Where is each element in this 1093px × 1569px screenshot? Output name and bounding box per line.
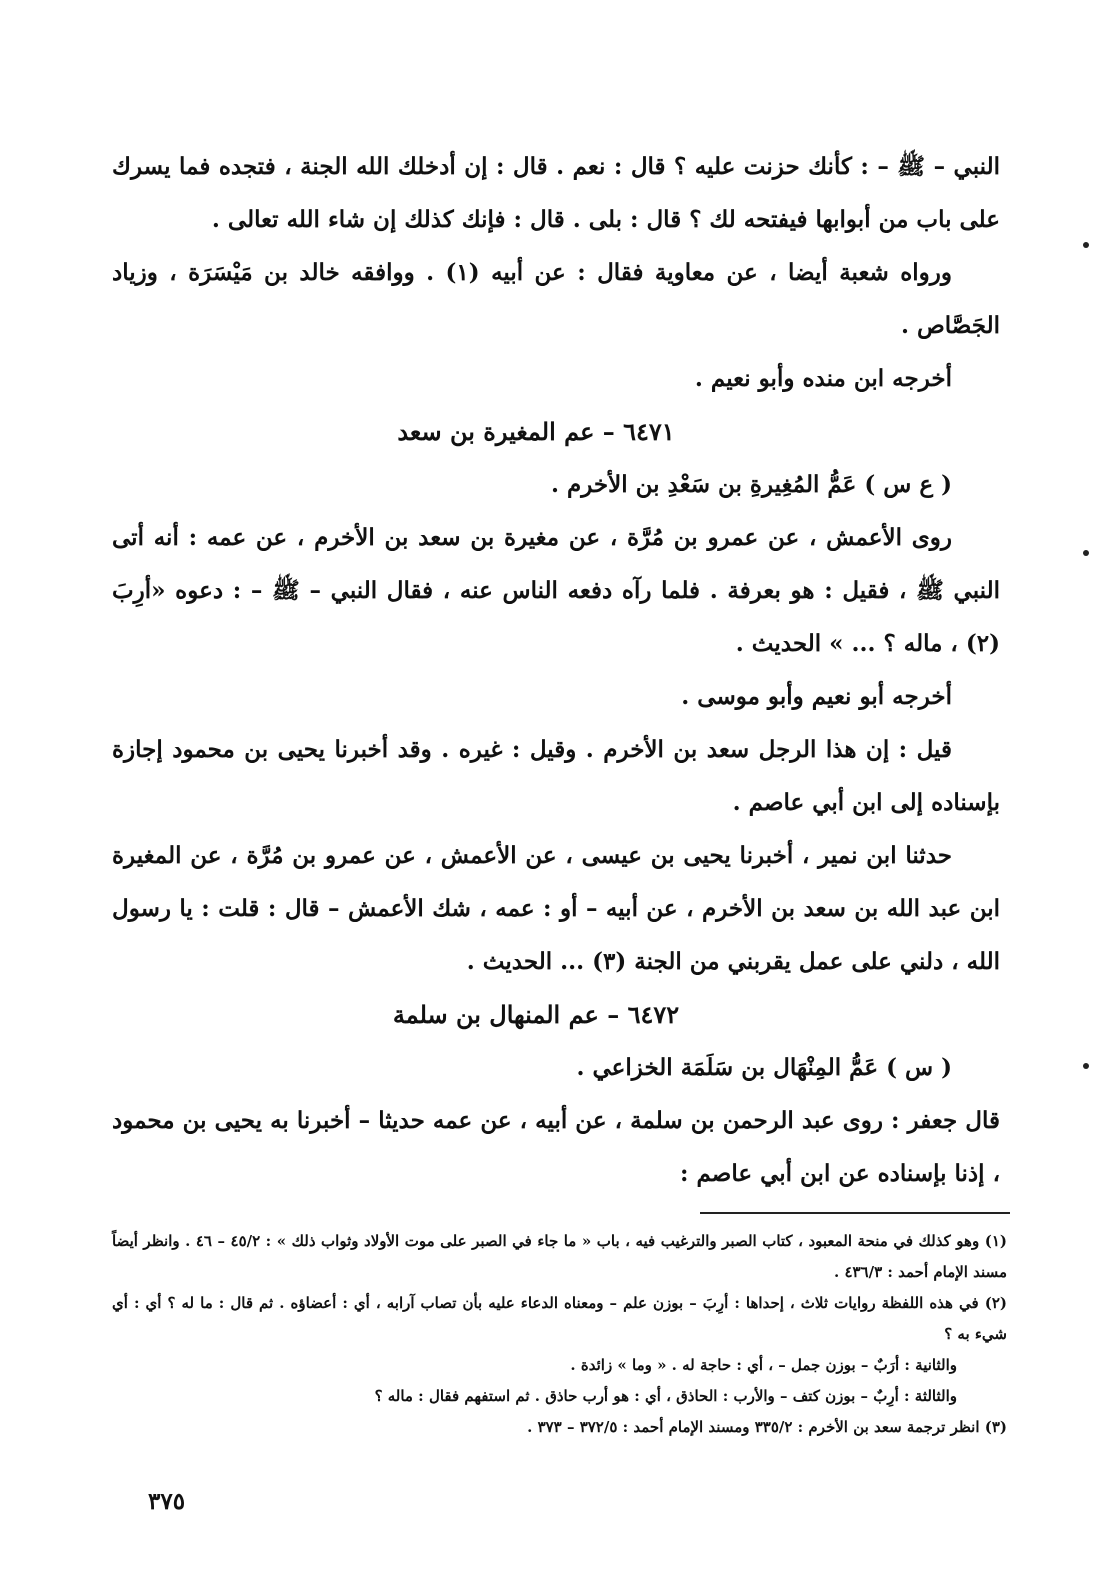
paragraph-5: روى الأعمش ، عن عمرو بن مُرَّة ، عن مغيرة بن سعد بن الأخرم ، عن عمه : أنه أتى النبي ﷺ ، فقيل : هو بعرفة . فلما رآه دفعه الناس عنه ، فقال النبي – ﷺ – : دعوه «أرِبَ (٢) ، ماله ؟ ... » الحديث . [112, 524, 1000, 657]
paragraph-2: ورواه شعبة أيضا ، عن معاوية فقال : عن أبيه (١) . ووافقه خالد بن مَيْسَرَة ، وزياد الجَصَّاص . [112, 259, 1000, 339]
paragraph-6: أخرجه أبو نعيم وأبو موسى . [681, 683, 952, 710]
footnote-1: (١) وهو كذلك في منحة المعبود ، كتاب الصبر والترغيب فيه ، باب « ما جاء في الصبر على موت الأولاد وثواب ذلك » : ٤٥/٢ – ٤٦ . وانظر أيضاً مسند الإمام أحمد : ٤٣٦/٣ . [112, 1232, 1007, 1281]
paragraph-9: ( س ) عَمُّ المِنْهَال بن سَلَمَة الخزاعي . [576, 1054, 952, 1081]
footnote-2-third: والثالثة : أرِبٌ – بوزن كتف – والأرب : الحاذق ، أي : هو أرب حاذق . ثم استفهم فقال : ماله ؟ [374, 1387, 957, 1405]
entry-heading-6472: ٦٤٧٢ – عم المنهال بن سلمة [392, 1000, 680, 1029]
paragraph-1: النبي – ﷺ – : كأنك حزنت عليه ؟ قال : نعم . قال : إن أدخلك الله الجنة ، فتجده فما يسرك على باب من أبوابها فيفتحه لك ؟ قال : بلى . قال : فإنك كذلك إن شاء الله تعالى . [112, 153, 1000, 233]
paragraph-4: ( ع س ) عَمُّ المُغِيرةِ بن سَعْدِ بن الأخرم . [550, 471, 952, 498]
footnote-3: (٣) انظر ترجمة سعد بن الأخرم : ٣٣٥/٢ ومسند الإمام أحمد : ٣٧٢/٥ – ٣٧٣ . [527, 1418, 1007, 1436]
paragraph-10: قال جعفر : روى عبد الرحمن بن سلمة ، عن أبيه ، عن عمه حديثا – أخبرنا به يحيى بن محمود ، إذنا بإسناده عن ابن أبي عاصم : [112, 1107, 1001, 1187]
paragraph-8: حدثنا ابن نمير ، أخبرنا يحيى بن عيسى ، عن الأعمش ، عن عمرو بن مُرَّة ، عن المغيرة ابن عبد الله بن سعد بن الأخرم ، عن أبيه – أو : عمه ، شك الأعمش – قال : قلت : يا رسول الله ، دلني على عمل يقربني من الجنة (٣) ... الحديث . [112, 842, 1000, 975]
footnote-separator [700, 1212, 1010, 1214]
paragraph-7: قيل : إن هذا الرجل سعد بن الأخرم . وقيل : غيره . وقد أخبرنا يحيى بن محمود إجازة بإسناده إلى ابن أبي عاصم . [112, 736, 1000, 816]
footnote-2-second: والثانية : أرَبٌ – بوزن جمل – ، أي : حاجة له . « وما » زائدة . [570, 1356, 957, 1374]
entry-heading-6471: ٦٤٧١ – عم المغيرة بن سعد [397, 417, 675, 446]
scan-mark [1083, 242, 1089, 248]
paragraph-3: أخرجه ابن منده وأبو نعيم . [694, 365, 952, 392]
footnotes [112, 1226, 1007, 1443]
scan-mark [1083, 550, 1089, 556]
page-number: ٣٧٥ [148, 1488, 186, 1515]
main-text [112, 140, 1000, 1200]
scan-mark [1083, 1063, 1089, 1069]
footnote-2: (٢) في هذه اللفظة روايات ثلاث ، إحداها : أرِبَ – بوزن علم – ومعناه الدعاء عليه بأن تصاب آرابه ، أي : أعضاؤه . ثم قال : ما له ؟ أي : أي شيء به ؟ [112, 1294, 1007, 1343]
